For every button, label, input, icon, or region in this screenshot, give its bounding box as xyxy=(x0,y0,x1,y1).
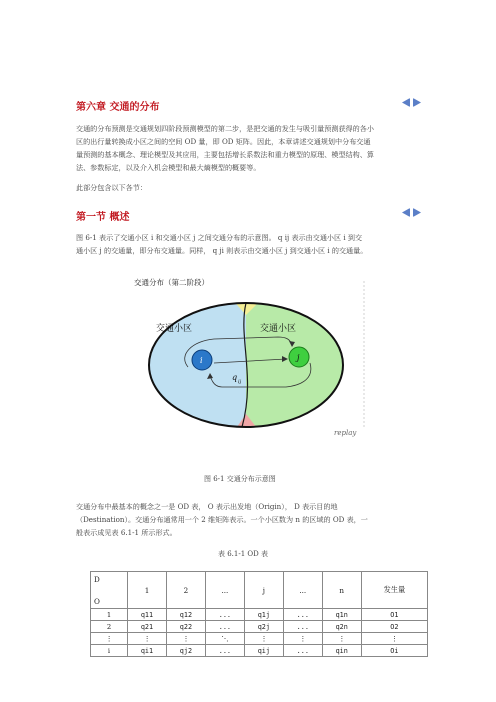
table-row xyxy=(91,609,428,621)
od-table xyxy=(90,571,428,657)
corner-o-label: O xyxy=(94,597,100,606)
od-distribution-figure xyxy=(118,267,376,447)
intro-line: 区的出行量转换成小区之间的空间 OD 量，即 OD 矩阵。因此，本章讲述交通规划中分布交通 xyxy=(76,137,371,146)
prev-arrow-icon[interactable] xyxy=(402,208,410,217)
od-line: 交通分布中最基本的概念之一是 OD 表， O 表示出发地（Origin）， D 表示目的地 xyxy=(76,502,338,511)
section-body xyxy=(76,231,446,257)
table-cell: qin xyxy=(322,645,361,657)
table-cell: Oi xyxy=(361,645,427,657)
table-cell: q12 xyxy=(166,609,205,621)
table-header-cell: 2 xyxy=(166,572,205,609)
table-header-cell: ... xyxy=(283,572,322,609)
table-cell: q11 xyxy=(128,609,167,621)
row-label: ⋮ xyxy=(91,633,128,645)
od-line: 般表示成见表 6.1-1 所示形式。 xyxy=(76,528,177,537)
table-cell: q21 xyxy=(128,621,167,633)
table-row xyxy=(91,621,428,633)
table-cell: ... xyxy=(205,645,244,657)
table-row xyxy=(91,645,428,657)
figure-svg xyxy=(118,267,376,447)
node-j-label: j xyxy=(297,353,300,362)
flow-label: q xyxy=(232,373,238,382)
chapter-intro xyxy=(76,122,436,174)
table-cell: q2n xyxy=(322,621,361,633)
section-line: 图 6-1 表示了交通小区 i 和交通小区 j 之间交通分布的示意图。 q ij 表示由交通小区 i 到交 xyxy=(76,233,363,242)
table-row xyxy=(91,633,428,645)
row-label: 2 xyxy=(91,621,128,633)
intro-line: 交通的分布预测是交通规划四阶段预测模型的第二步，是把交通的发生与吸引量预测获得的各小 xyxy=(76,124,374,133)
table-cell: O2 xyxy=(361,621,427,633)
table-cell: ... xyxy=(283,609,322,621)
chapter-nav xyxy=(402,98,421,107)
table-cell: qij xyxy=(244,645,283,657)
table-cell: ... xyxy=(283,645,322,657)
chapter-title: 第六章 交通的分布 xyxy=(76,102,160,113)
prev-arrow-icon[interactable] xyxy=(402,98,410,107)
table-cell: ... xyxy=(205,621,244,633)
table-cell: ⋮ xyxy=(361,633,427,645)
table-cell: qi1 xyxy=(128,645,167,657)
section-title: 第一节 概述 xyxy=(76,212,130,223)
row-label: i xyxy=(91,645,128,657)
table-cell: ... xyxy=(283,621,322,633)
table-cell: q1n xyxy=(322,609,361,621)
table-cell: qj2 xyxy=(166,645,205,657)
zone-left-label: 交通小区 xyxy=(156,324,193,334)
next-arrow-icon[interactable] xyxy=(413,208,421,217)
table-cell: ⋱ xyxy=(205,633,244,645)
table-corner-cell xyxy=(91,572,128,609)
table-header-cell: ... xyxy=(205,572,244,609)
table-cell: ⋮ xyxy=(244,633,283,645)
node-i-label: i xyxy=(200,356,203,365)
corner-d-label: D xyxy=(94,575,100,584)
zone-right-label: 交通小区 xyxy=(260,324,297,334)
contents-note: 此部分包含以下各节： xyxy=(76,183,147,192)
row-label: 1 xyxy=(91,609,128,621)
flow-label-sub: ij xyxy=(238,379,242,385)
table-cell: O1 xyxy=(361,609,427,621)
table-cell: q2j xyxy=(244,621,283,633)
od-line: （Destination）。交通分布通常用一个 2 维矩阵表示。一个小区数为 n 的区域的 OD 表，一 xyxy=(76,515,368,524)
next-arrow-icon[interactable] xyxy=(413,98,421,107)
table-cell: q1j xyxy=(244,609,283,621)
intro-line: 量预测的基本概念、理论模型及其应用，主要包括增长系数法和重力模型的原理、模型结构、算 xyxy=(76,150,374,159)
table-cell: ⋮ xyxy=(128,633,167,645)
table-header-cell: j xyxy=(244,572,283,609)
table-header-cell: 发生量 xyxy=(361,572,427,609)
intro-line: 法、参数标定，以及介入机会模型和最大熵模型的概要等。 xyxy=(76,163,261,172)
figure-caption: 图 6-1 交通分布示意图 xyxy=(204,475,276,483)
table-header-cell: 1 xyxy=(128,572,167,609)
table-cell: ... xyxy=(205,609,244,621)
table-caption: 表 6.1-1 OD 表 xyxy=(218,550,268,558)
table-header-row xyxy=(91,572,428,609)
table-cell: ⋮ xyxy=(322,633,361,645)
watermark: replay xyxy=(334,429,357,437)
figure-title: 交通分布（第二阶段） xyxy=(134,278,209,287)
table-cell: ⋮ xyxy=(166,633,205,645)
table-header-cell: n xyxy=(322,572,361,609)
section-nav xyxy=(402,208,421,217)
table-cell: q22 xyxy=(166,621,205,633)
table-cell: ⋮ xyxy=(283,633,322,645)
section-line: 通小区 j 的交通量，即分布交通量。同样， q ji 则表示由交通小区 j 到交通小区 i 的交通量。 xyxy=(76,246,368,255)
od-text xyxy=(76,500,446,539)
